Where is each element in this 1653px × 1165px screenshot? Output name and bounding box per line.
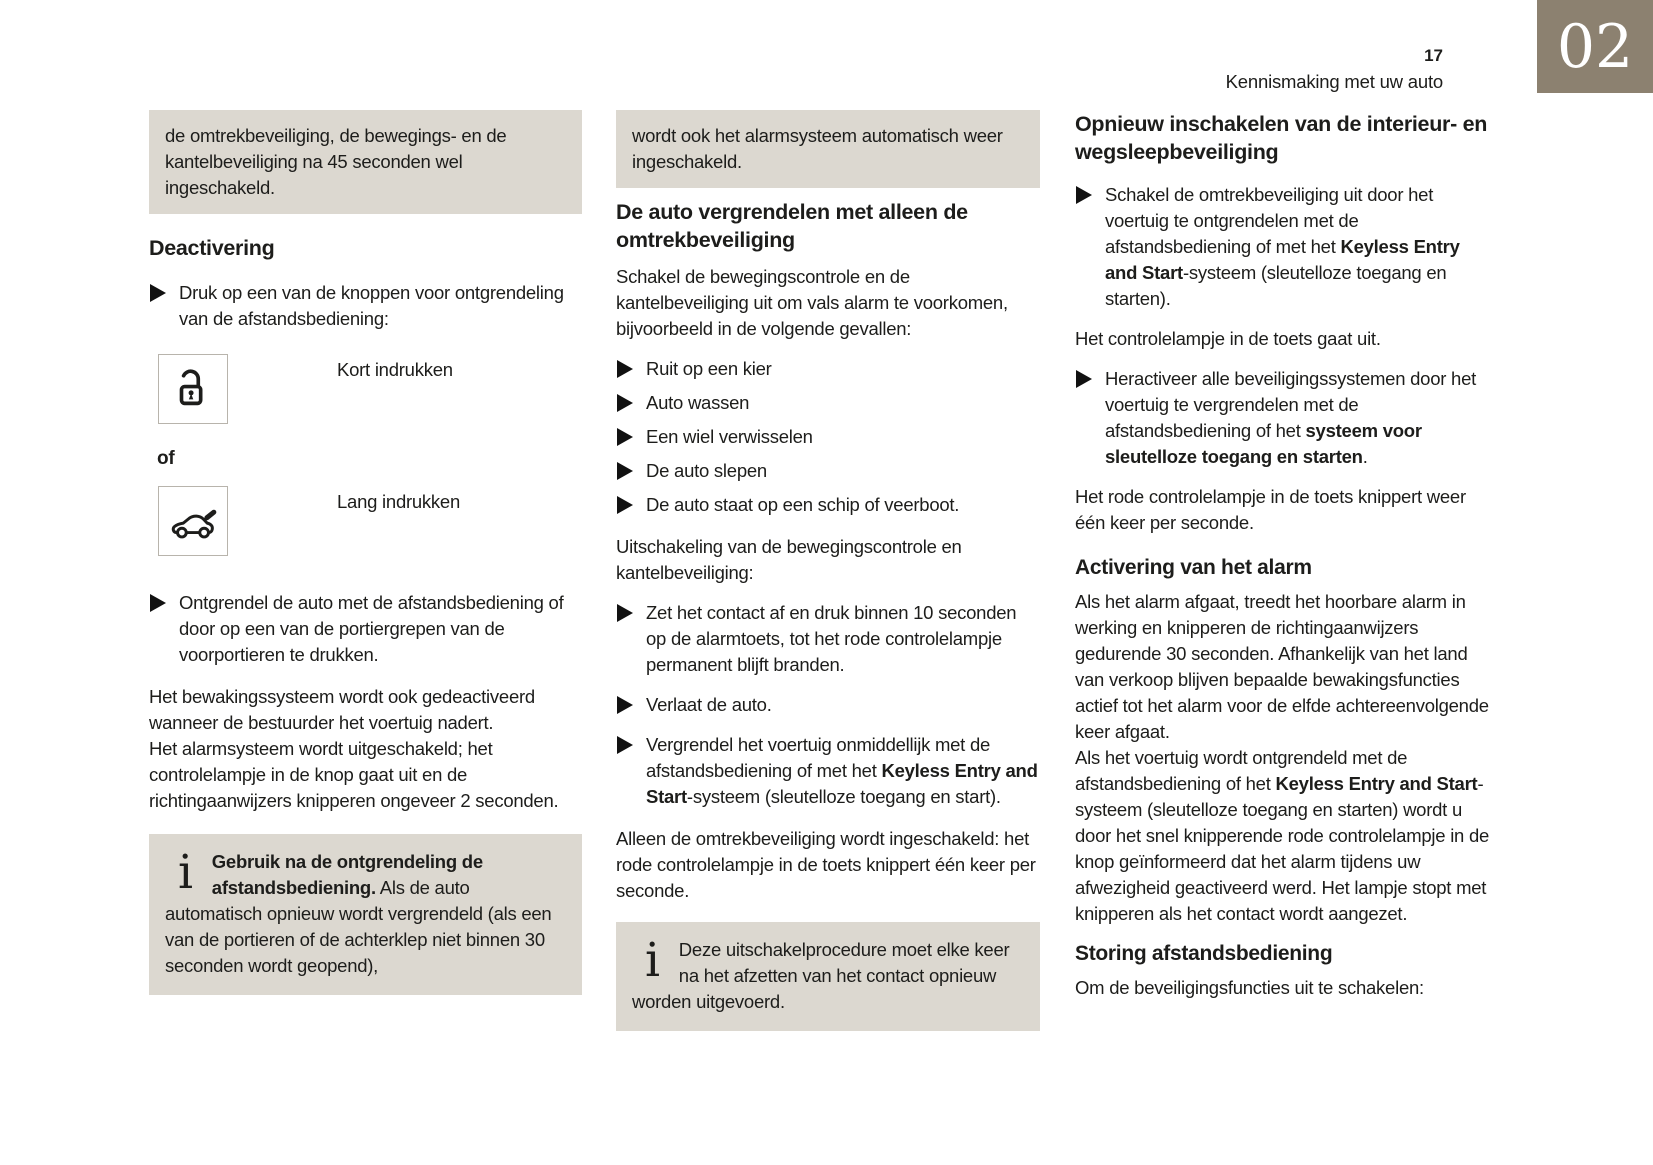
case-list: [616, 356, 1040, 518]
heading-vergrendelen-omtrekbeveiliging: De auto vergrendelen met alleen de omtrekbeveiliging: [616, 200, 968, 252]
list-item: [616, 390, 1040, 416]
list-item: [616, 600, 1040, 678]
list-item-text: Ruit op een kier: [646, 358, 772, 379]
unlock-instruction-row: [149, 354, 582, 426]
right-triangle-bullet-icon: [617, 736, 633, 754]
list-item-text: De auto staat op een schip of veerboot.: [646, 494, 960, 515]
column-middle: [616, 110, 1040, 1031]
right-triangle-bullet-icon: [617, 604, 633, 622]
heading-storing-afstandsbediening: Storing afstandsbediening: [1075, 942, 1333, 965]
paragraph: Uitschakeling van de bewegingscontrole en kantelbeveiliging:: [616, 536, 962, 583]
paragraph: Als het voertuig wordt ontgrendeld met de afstandsbediening of het Keyless Entry and Start-systeem (sleutelloze toegang en starten) wordt u door het snel knipperende rode controlelampje in de knop geïnformeerd dat het alarm tijdens uw afwezigheid geactiveerd werd. Het lampje stopt met knipperen als het contact wordt aangezet.: [1075, 747, 1490, 924]
list-item-text: Een wiel verwisselen: [646, 426, 813, 447]
list-item: [616, 492, 1040, 518]
chapter-number: 02: [1556, 11, 1634, 82]
car-tailgate-open-icon: [158, 486, 228, 556]
list-item: [616, 692, 1040, 718]
list-item: [616, 732, 1040, 810]
right-triangle-bullet-icon: [150, 594, 166, 612]
list-item: [616, 356, 1040, 382]
list-item: [149, 590, 582, 668]
info-box: [149, 834, 582, 995]
list-item: [1075, 182, 1490, 312]
carryover-text-box: de omtrekbeveiliging, de bewegings- en de kantelbeveiliging na 45 seconden wel ingeschakeld.: [149, 110, 582, 214]
paragraph: Schakel de bewegingscontrole en de kantelbeveiliging uit om vals alarm te voorkomen, bijvoorbeeld in de volgende gevallen:: [616, 266, 1008, 339]
icon-label: Kort indrukken: [337, 359, 453, 380]
right-triangle-bullet-icon: [150, 284, 166, 302]
right-triangle-bullet-icon: [617, 428, 633, 446]
page-section-title: Kennismaking met uw auto: [1225, 71, 1443, 92]
list-item-text: Auto wassen: [646, 392, 750, 413]
paragraph: Het rode controlelampje in de toets knippert weer één keer per seconde.: [1075, 486, 1466, 533]
right-triangle-bullet-icon: [617, 462, 633, 480]
info-text: Deze uitschakelprocedure moet elke keer na het afzetten van het contact opnieuw worden uitgevoerd.: [632, 939, 1010, 1012]
right-triangle-bullet-icon: [617, 496, 633, 514]
list-item: [1075, 366, 1490, 470]
list-item-text: Zet het contact af en druk binnen 10 seconden op de alarmtoets, tot het rode controlelampje permanent blijft branden.: [646, 602, 1017, 675]
paragraph: Het alarmsysteem wordt uitgeschakeld; het controlelampje in de knop gaat uit en de richtingaanwijzers knipperen ongeveer 2 seconden.: [149, 738, 559, 811]
icon-label: Lang indrukken: [337, 491, 461, 512]
car-instruction-row: [149, 486, 582, 558]
list-item-text: Ontgrendel de auto met de afstandsbediening of door op een van de portiergrepen van de voorportieren te drukken.: [179, 592, 564, 665]
paragraph: Het controlelampje in de toets gaat uit.: [1075, 328, 1381, 349]
column-right: [1075, 110, 1490, 1001]
info-icon: i: [178, 845, 193, 900]
list-item-text: Schakel de omtrekbeveiliging uit door het voertuig te ontgrendelen met de afstandsbediening of met het Keyless Entry and Start-systeem (sleutelloze toegang en starten).: [1105, 184, 1460, 309]
list-item: [616, 458, 1040, 484]
right-triangle-bullet-icon: [1076, 186, 1092, 204]
heading-activering-alarm: Activering van het alarm: [1075, 556, 1312, 579]
paragraph: Om de beveiligingsfuncties uit te schakelen:: [1075, 977, 1424, 998]
list-item-text: Vergrendel het voertuig onmiddellijk met de afstandsbediening of met het Keyless Entry and Start-systeem (sleutelloze toegang en start).: [646, 734, 1038, 807]
list-item-text: Heractiveer alle beveiligingssystemen door het voertuig te vergrendelen met de afstandsbediening of het systeem voor sleutelloze toegang en starten.: [1105, 368, 1477, 467]
or-label: of: [157, 448, 175, 469]
carryover-text-box: wordt ook het alarmsysteem automatisch weer ingeschakeld.: [616, 110, 1040, 188]
right-triangle-bullet-icon: [1076, 370, 1092, 388]
paragraph: Alleen de omtrekbeveiliging wordt ingeschakeld: het rode controlelampje in de toets knippert één keer per seconde.: [616, 828, 1036, 901]
page-number: 17: [1424, 46, 1443, 65]
list-item-text: Verlaat de auto.: [646, 694, 772, 715]
info-icon: i: [645, 933, 660, 988]
right-triangle-bullet-icon: [617, 394, 633, 412]
right-triangle-bullet-icon: [617, 360, 633, 378]
right-triangle-bullet-icon: [617, 696, 633, 714]
info-box: [616, 922, 1040, 1031]
heading-deactivering: Deactivering: [149, 236, 275, 260]
paragraph: Het bewakingssysteem wordt ook gedeactiveerd wanneer de bestuurder het voertuig nadert.: [149, 686, 535, 733]
paragraph: Als het alarm afgaat, treedt het hoorbare alarm in werking en knipperen de richtingaanwijzers gedurende 30 seconden. Afhankelijk van het land van verkoop blijven bepaalde bewakingsfuncties actief tot het alarm voor de elfde achtereenvolgende keer afgaat.: [1075, 591, 1489, 742]
step-list: [616, 600, 1040, 810]
list-item: [616, 424, 1040, 450]
unlock-padlock-icon: [158, 354, 228, 424]
heading-opnieuw-inschakelen: Opnieuw inschakelen van de interieur- en wegsleepbeveiliging: [1075, 112, 1488, 164]
list-item: [149, 280, 582, 332]
info-text: Gebruik na de ontgrendeling de afstandsbediening. Als de auto automatisch opnieuw wordt vergrendeld (als een van de portieren of de achterklep niet binnen 30 seconden wordt geopend),: [165, 851, 552, 976]
list-item-text: Druk op een van de knoppen voor ontgrendeling van de afstandsbediening:: [179, 282, 564, 329]
list-item-text: De auto slepen: [646, 460, 767, 481]
chapter-tab: [1537, 0, 1653, 93]
column-left: [149, 110, 582, 995]
